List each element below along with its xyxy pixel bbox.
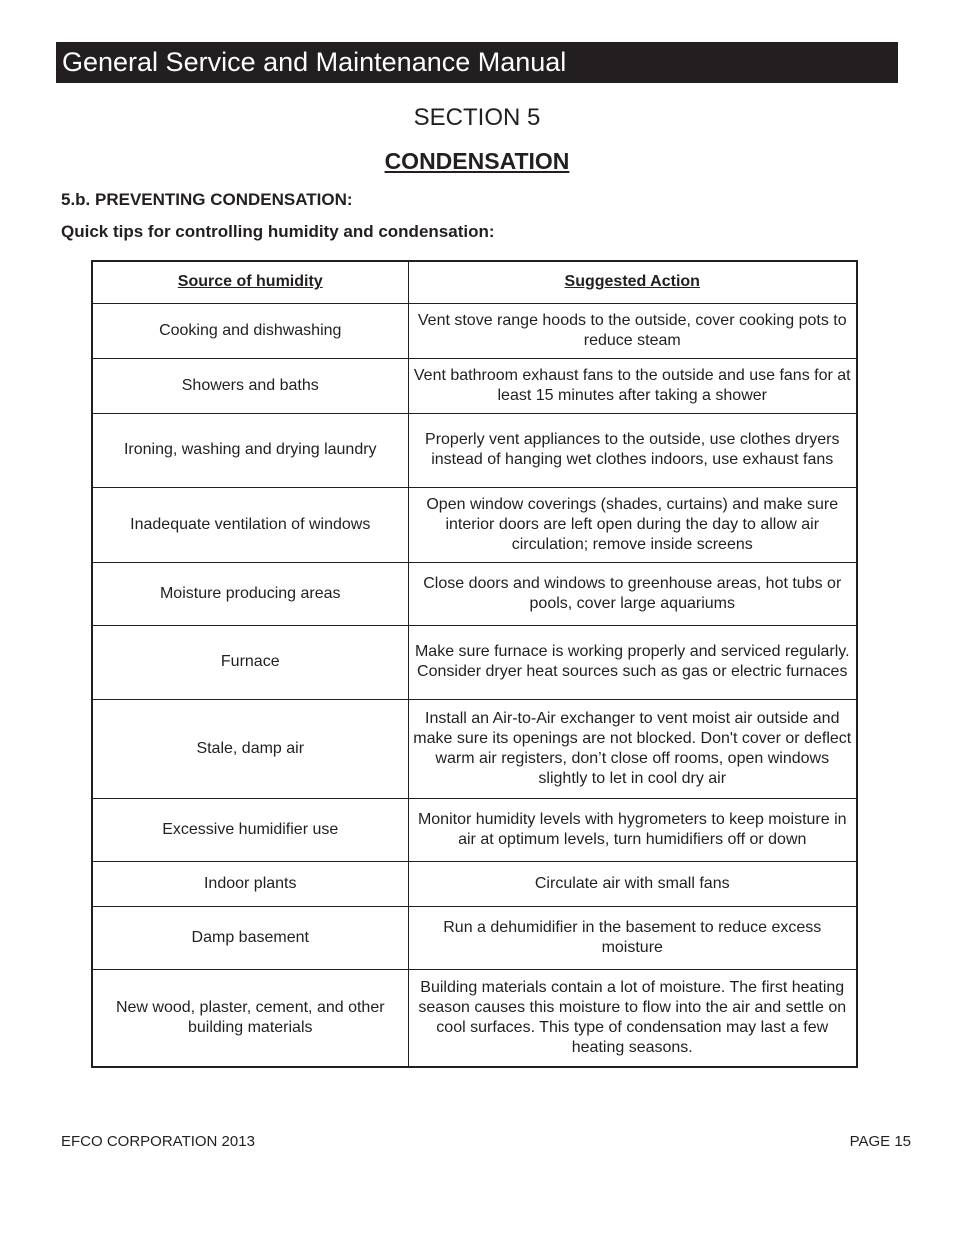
source-cell: Indoor plants (92, 861, 408, 906)
table-row (92, 798, 857, 861)
source-cell: Damp basement (92, 906, 408, 969)
action-cell: Vent stove range hoods to the outside, cover cooking pots to reduce steam (408, 303, 857, 358)
source-cell: Excessive humidifier use (92, 798, 408, 861)
table-row (92, 303, 857, 358)
humidity-tips-table (91, 260, 858, 1068)
source-cell: Ironing, washing and drying laundry (92, 413, 408, 487)
header-source-of-humidity: Source of humidity (92, 261, 408, 303)
table-row (92, 699, 857, 798)
table-row (92, 358, 857, 413)
table-row (92, 969, 857, 1067)
subheading-quick-tips: Quick tips for controlling humidity and condensation: (61, 222, 495, 241)
table-row (92, 413, 857, 487)
source-cell: Cooking and dishwashing (92, 303, 408, 358)
action-cell: Circulate air with small fans (408, 861, 857, 906)
section-label: SECTION 5 (413, 104, 541, 131)
action-cell: Monitor humidity levels with hygrometers to keep moisture in air at optimum levels, turn humidifiers off or down (408, 798, 857, 861)
table-row (92, 562, 857, 625)
action-cell: Close doors and windows to greenhouse areas, hot tubs or pools, cover large aquariums (408, 562, 857, 625)
action-cell: Building materials contain a lot of moisture. The first heating season causes this moisture to flow into the air and settle on cool surfaces. This type of condensation may last a few heating seasons. (408, 969, 857, 1067)
subheading-preventing-condensation: 5.b. PREVENTING CONDENSATION: (61, 190, 353, 209)
source-cell: Stale, damp air (92, 699, 408, 798)
footer-company: EFCO CORPORATION 2013 (61, 1133, 255, 1150)
source-cell: Furnace (92, 625, 408, 699)
source-cell: Moisture producing areas (92, 562, 408, 625)
action-cell: Install an Air-to-Air exchanger to vent moist air outside and make sure its openings are not blocked. Don't cover or deflect warm air registers, don’t close off rooms, open windows slightly to let in cool dry air (408, 699, 857, 798)
action-cell: Run a dehumidifier in the basement to reduce excess moisture (408, 906, 857, 969)
header-suggested-action: Suggested Action (408, 261, 857, 303)
action-cell: Vent bathroom exhaust fans to the outside and use fans for at least 15 minutes after taking a shower (408, 358, 857, 413)
table-row (92, 487, 857, 562)
action-cell: Make sure furnace is working properly and serviced regularly. Consider dryer heat sources such as gas or electric furnaces (408, 625, 857, 699)
source-cell: Inadequate ventilation of windows (92, 487, 408, 562)
source-cell: Showers and baths (92, 358, 408, 413)
table-header-row (92, 261, 857, 303)
section-title: CONDENSATION (384, 148, 570, 174)
table-row (92, 861, 857, 906)
table-row (92, 625, 857, 699)
footer-page-number: PAGE 15 (849, 1133, 911, 1150)
action-cell: Open window coverings (shades, curtains) and make sure interior doors are left open during the day to allow air circulation; remove inside screens (408, 487, 857, 562)
source-cell: New wood, plaster, cement, and other building materials (92, 969, 408, 1067)
table-row (92, 906, 857, 969)
action-cell: Properly vent appliances to the outside, use clothes dryers instead of hanging wet clothes indoors, use exhaust fans (408, 413, 857, 487)
manual-title-banner: General Service and Maintenance Manual (56, 42, 898, 83)
